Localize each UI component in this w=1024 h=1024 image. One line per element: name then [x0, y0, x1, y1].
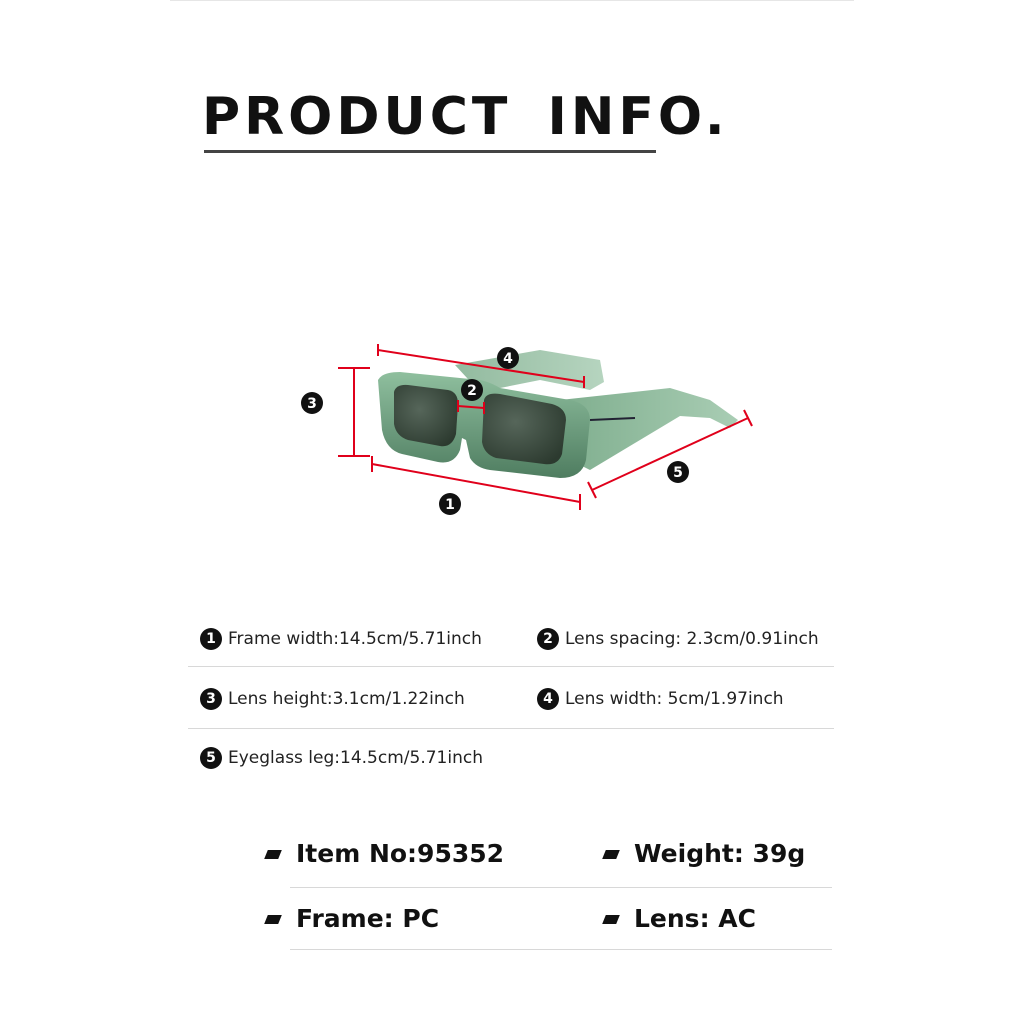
marker-3	[301, 392, 323, 414]
info-label: Lens: AC	[634, 904, 756, 933]
spec-label: Lens spacing: 2.3cm/0.91inch	[565, 629, 819, 649]
info-label: Item No:95352	[296, 839, 505, 868]
info-weight	[600, 836, 805, 870]
number-3-icon: 3	[200, 688, 222, 710]
marker-4	[497, 347, 519, 369]
spec-lens-height	[200, 686, 465, 712]
info-label: Weight: 39g	[634, 839, 806, 868]
spec-frame-width	[200, 626, 482, 652]
spec-lens-width	[537, 686, 784, 712]
left-lens	[394, 385, 458, 446]
marker-5-label: 5	[673, 465, 683, 481]
title-underline	[204, 150, 656, 153]
spec-divider	[188, 728, 834, 729]
spec-label: Lens width: 5cm/1.97inch	[565, 689, 784, 709]
marker-5	[667, 461, 689, 483]
marker-3-label: 3	[307, 396, 317, 412]
spec-eyeglass-leg	[200, 745, 483, 771]
info-item-no	[262, 836, 504, 870]
bullet-icon	[264, 850, 282, 859]
marker-1-label: 1	[445, 497, 455, 513]
spec-divider	[188, 666, 834, 667]
number-1-icon: 1	[200, 628, 222, 650]
spec-label: Eyeglass leg:14.5cm/5.71inch	[228, 748, 483, 768]
info-divider	[290, 887, 832, 888]
number-2-icon: 2	[537, 628, 559, 650]
marker-4-label: 4	[503, 351, 513, 367]
info-frame	[262, 901, 439, 935]
marker-2	[461, 379, 483, 401]
info-label: Frame: PC	[296, 904, 440, 933]
spec-lens-spacing	[537, 626, 819, 652]
bullet-icon	[264, 915, 282, 924]
marker-2-label: 2	[467, 383, 477, 399]
spec-label: Lens height:3.1cm/1.22inch	[228, 689, 465, 709]
number-5-icon: 5	[200, 747, 222, 769]
marker-1	[439, 493, 461, 515]
page-title: PRODUCT INFO.	[202, 87, 729, 147]
bullet-icon	[602, 850, 620, 859]
info-divider	[290, 949, 832, 950]
sunglasses-diagram	[290, 320, 770, 550]
spec-label: Frame width:14.5cm/5.71inch	[228, 629, 482, 649]
info-lens	[600, 901, 756, 935]
number-4-icon: 4	[537, 688, 559, 710]
bullet-icon	[602, 915, 620, 924]
top-divider	[170, 0, 854, 1]
